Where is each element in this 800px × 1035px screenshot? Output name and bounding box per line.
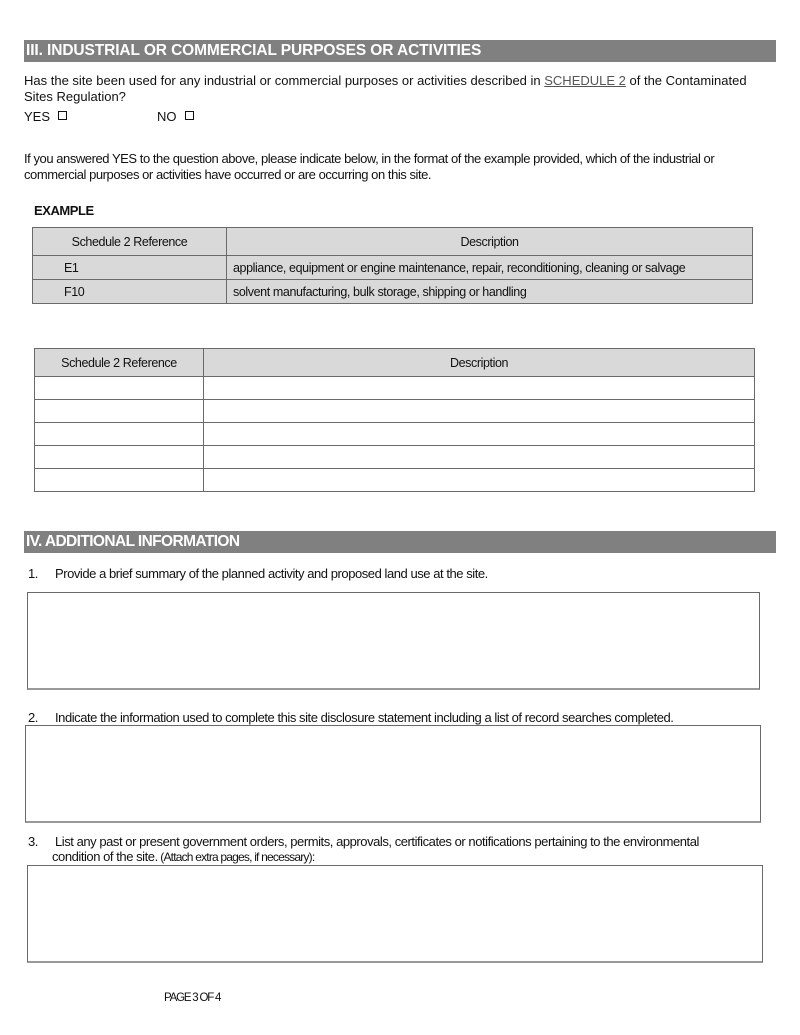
question-text-end: of the Contaminated Sites Regulation? bbox=[24, 73, 747, 104]
question-2 bbox=[28, 710, 780, 726]
section-4-header: IV. ADDITIONAL INFORMATION bbox=[24, 531, 776, 553]
description-input[interactable] bbox=[204, 469, 755, 492]
question-number: 1. bbox=[28, 566, 38, 581]
attach-pages-note: (Attach extra pages, if necessary): bbox=[157, 850, 315, 864]
example-label: EXAMPLE bbox=[34, 203, 94, 218]
table-row bbox=[35, 423, 755, 446]
question-text-start: Has the site been used for any industrial or commercial purposes or activities described in bbox=[24, 73, 545, 88]
reference-cell: E1 bbox=[33, 256, 227, 280]
entry-table-header bbox=[35, 349, 755, 377]
column-header-description: Description bbox=[227, 228, 753, 256]
schedule-2-link[interactable]: SCHEDULE 2 bbox=[544, 73, 626, 88]
reference-input[interactable] bbox=[35, 400, 204, 423]
table-row bbox=[33, 280, 753, 304]
no-label: NO bbox=[157, 109, 177, 124]
description-input[interactable] bbox=[204, 400, 755, 423]
planned-activity-textarea[interactable] bbox=[27, 592, 760, 690]
column-header-description: Description bbox=[204, 349, 755, 377]
description-cell: appliance, equipment or engine maintenance, repair, reconditioning, cleaning or salvage bbox=[227, 256, 753, 280]
yes-label: YES bbox=[24, 109, 51, 124]
instructions-text: If you answered YES to the question above, please indicate below, in the format of the example provided, which of the industrial or commercial purposes or activities have occurred or are occurring on this site. bbox=[24, 151, 715, 182]
column-header-reference: Schedule 2 Reference bbox=[33, 228, 227, 256]
question-text: Indicate the information used to complete this site disclosure statement including a list of record searches completed. bbox=[55, 710, 674, 725]
no-option[interactable] bbox=[157, 109, 194, 124]
page-number: PAGE 3 OF 4 bbox=[164, 992, 221, 1004]
description-input[interactable] bbox=[204, 423, 755, 446]
description-cell: solvent manufacturing, bulk storage, shipping or handling bbox=[227, 280, 753, 304]
column-header-reference: Schedule 2 Reference bbox=[35, 349, 204, 377]
question-text: Provide a brief summary of the planned activity and proposed land use at the site. bbox=[55, 566, 488, 581]
question-text: List any past or present government orders, permits, approvals, certificates or notifications pertaining to the environmental bbox=[55, 834, 699, 849]
reference-input[interactable] bbox=[35, 446, 204, 469]
no-checkbox[interactable] bbox=[185, 111, 194, 120]
description-input[interactable] bbox=[204, 377, 755, 400]
table-row bbox=[33, 256, 753, 280]
table-row bbox=[35, 446, 755, 469]
question-1 bbox=[28, 566, 780, 582]
government-orders-textarea[interactable] bbox=[27, 865, 763, 963]
question-number: 3. bbox=[28, 834, 38, 849]
yes-checkbox[interactable] bbox=[58, 111, 67, 120]
example-table-header bbox=[33, 228, 753, 256]
information-used-textarea[interactable] bbox=[25, 725, 761, 823]
reference-cell: F10 bbox=[33, 280, 227, 304]
question-3 bbox=[28, 834, 768, 865]
table-row bbox=[35, 377, 755, 400]
reference-input[interactable] bbox=[35, 377, 204, 400]
question-text-continued: condition of the site. bbox=[52, 849, 158, 864]
question-number: 2. bbox=[28, 710, 38, 725]
table-row bbox=[35, 469, 755, 492]
reference-input[interactable] bbox=[35, 423, 204, 446]
schedule-entry-table bbox=[34, 348, 755, 492]
section-3-header: III. INDUSTRIAL OR COMMERCIAL PURPOSES OR ACTIVITIES bbox=[24, 40, 776, 62]
reference-input[interactable] bbox=[35, 469, 204, 492]
schedule-question bbox=[24, 73, 776, 105]
table-row bbox=[35, 400, 755, 423]
yes-option[interactable] bbox=[24, 109, 67, 124]
description-input[interactable] bbox=[204, 446, 755, 469]
example-table bbox=[32, 227, 753, 304]
